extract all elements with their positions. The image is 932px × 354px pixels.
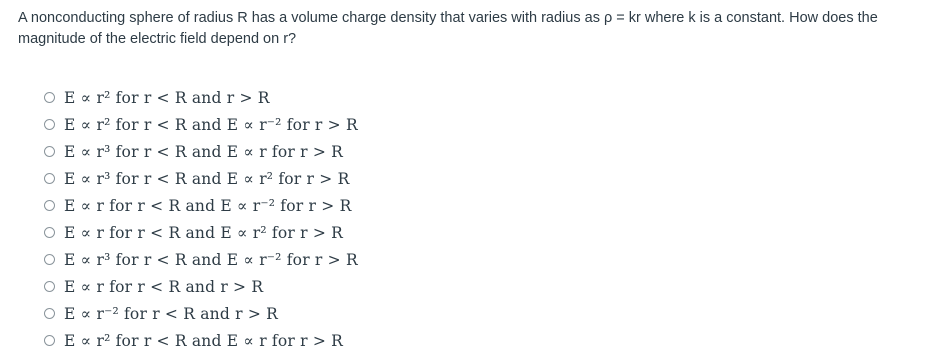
option-label: E ∝ r for r < R and E ∝ r⁻² for r > R (64, 196, 352, 215)
option-label: E ∝ r² for r < R and r > R (64, 88, 270, 107)
option-label: E ∝ r² for r < R and E ∝ r for r > R (64, 331, 344, 350)
option-label: E ∝ r³ for r < R and E ∝ r² for r > R (64, 169, 350, 188)
radio-button[interactable] (44, 227, 55, 238)
radio-button[interactable] (44, 200, 55, 211)
option-label: E ∝ r³ for r < R and E ∝ r⁻² for r > R (64, 250, 358, 269)
answer-option[interactable] (44, 273, 358, 300)
radio-button[interactable] (44, 308, 55, 319)
radio-button[interactable] (44, 119, 55, 130)
radio-button[interactable] (44, 173, 55, 184)
answer-option[interactable] (44, 300, 358, 327)
option-label: E ∝ r⁻² for r < R and r > R (64, 304, 279, 323)
answer-option[interactable] (44, 111, 358, 138)
radio-button[interactable] (44, 281, 55, 292)
answer-option[interactable] (44, 246, 358, 273)
answer-option[interactable] (44, 138, 358, 165)
option-label: E ∝ r³ for r < R and E ∝ r for r > R (64, 142, 344, 161)
radio-button[interactable] (44, 146, 55, 157)
option-label: E ∝ r for r < R and r > R (64, 277, 264, 296)
radio-button[interactable] (44, 254, 55, 265)
question-text: A nonconducting sphere of radius R has a volume charge density that varies with radius as ρ = kr where k is a constant. How does the magnitude of the electric field depend on r? (18, 10, 878, 47)
answer-option[interactable] (44, 192, 358, 219)
answer-option[interactable] (44, 165, 358, 192)
radio-button[interactable] (44, 335, 55, 346)
radio-button[interactable] (44, 92, 55, 103)
answer-option[interactable] (44, 219, 358, 246)
option-label: E ∝ r² for r < R and E ∝ r⁻² for r > R (64, 115, 358, 134)
answer-options (44, 84, 358, 354)
option-label: E ∝ r for r < R and E ∝ r² for r > R (64, 223, 344, 242)
answer-option[interactable] (44, 84, 358, 111)
answer-option[interactable] (44, 327, 358, 354)
